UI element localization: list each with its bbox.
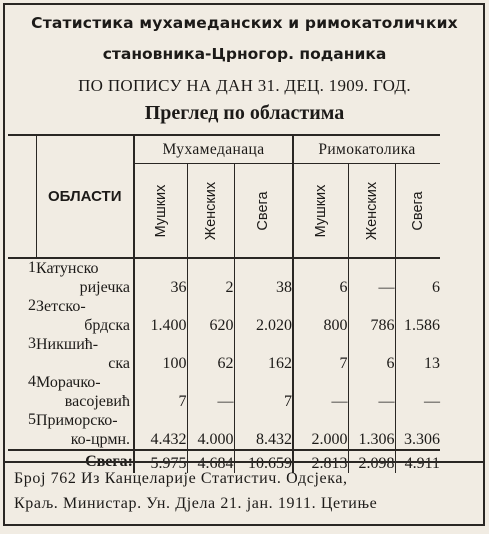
footer-line-2: Краљ. Министар. Ун. Дјела 21. јан. 1911. Цетиње bbox=[14, 495, 378, 512]
cell: 2.000 bbox=[293, 411, 348, 450]
row-name: Морачко- васојевић bbox=[36, 374, 130, 410]
cell: 2.020 bbox=[234, 297, 293, 335]
cell: 800 bbox=[293, 297, 348, 335]
cell: 4.000 bbox=[187, 411, 234, 450]
cell: 4.432 bbox=[134, 411, 187, 450]
title-line-3: ПО ПОПИСУ НА ДАН 31. ДЕЦ. 1909. ГОД. bbox=[78, 76, 411, 95]
table-row bbox=[8, 297, 440, 335]
cell: 8.432 bbox=[234, 411, 293, 450]
col-header-m-female: Женских bbox=[187, 164, 234, 259]
cell: — bbox=[187, 373, 234, 411]
cell: 786 bbox=[348, 297, 395, 335]
header-spacer bbox=[8, 135, 36, 258]
cell: 38 bbox=[234, 258, 293, 297]
bottom-divider bbox=[3, 524, 485, 526]
row-name: Приморско- ко-црмн. bbox=[36, 412, 130, 448]
table-row bbox=[8, 411, 440, 450]
total-cell: 2.098 bbox=[348, 450, 395, 473]
subtitle: Преглед по областима bbox=[144, 102, 345, 124]
cell: 62 bbox=[187, 335, 234, 373]
cell: 6 bbox=[395, 258, 440, 297]
cell: 7 bbox=[234, 373, 293, 411]
cell: — bbox=[348, 258, 395, 297]
total-cell: 4.684 bbox=[187, 450, 234, 473]
cell: 7 bbox=[293, 335, 348, 373]
col-header-m-male: Мушких bbox=[134, 164, 187, 259]
row-name: Катунско ријечка bbox=[36, 258, 134, 297]
row-number: 2 bbox=[28, 297, 36, 314]
col-header-m-total: Свега bbox=[234, 164, 293, 259]
row-number: 1 bbox=[8, 258, 36, 297]
cell: 100 bbox=[134, 335, 187, 373]
table-row bbox=[8, 258, 440, 297]
cell: 1.306 bbox=[348, 411, 395, 450]
cell: 1.400 bbox=[134, 297, 187, 335]
title-line-2: становника-Црногор. поданика bbox=[102, 45, 387, 63]
total-cell: 2.813 bbox=[293, 450, 348, 473]
group-header-rimokatolika: Римокатолика bbox=[293, 135, 440, 164]
col-header-r-male: Мушких bbox=[293, 164, 348, 259]
cell: 13 bbox=[395, 335, 440, 373]
cell: 162 bbox=[234, 335, 293, 373]
cell: 6 bbox=[348, 335, 395, 373]
row-number: 3 bbox=[28, 335, 36, 352]
row-number: 4 bbox=[28, 373, 36, 390]
cell: — bbox=[348, 373, 395, 411]
cell: 620 bbox=[187, 297, 234, 335]
table-row bbox=[8, 373, 440, 411]
total-cell: 10.659 bbox=[234, 450, 293, 473]
total-label: Свега: bbox=[8, 450, 134, 473]
total-cell: 4.911 bbox=[395, 450, 440, 473]
col-header-r-female: Женских bbox=[348, 164, 395, 259]
total-cell: 5.975 bbox=[134, 450, 187, 473]
oblasti-header: ОБЛАСТИ bbox=[36, 135, 134, 258]
statistics-table bbox=[8, 134, 440, 473]
cell: 1.586 bbox=[395, 297, 440, 335]
col-header-r-total: Свега bbox=[395, 164, 440, 259]
cell: — bbox=[293, 373, 348, 411]
row-name: Зетско- брдска bbox=[36, 298, 130, 334]
cell: 7 bbox=[134, 373, 187, 411]
cell: 3.306 bbox=[395, 411, 440, 450]
row-name: Никшић- ска bbox=[36, 336, 130, 372]
title-line-1: Статистика мухамеданских и римокатоличких bbox=[31, 14, 458, 32]
row-number: 5 bbox=[28, 411, 36, 428]
cell: — bbox=[395, 373, 440, 411]
cell: 36 bbox=[134, 258, 187, 297]
cell: 6 bbox=[293, 258, 348, 297]
table-row bbox=[8, 335, 440, 373]
footer-line-1: Број 762 Из Канцеларије Статистич. Одсјека, bbox=[14, 470, 348, 487]
group-header-muhamedanaca: Мухамеданаца bbox=[134, 135, 293, 164]
cell: 2 bbox=[187, 258, 234, 297]
footer-divider bbox=[3, 461, 485, 463]
